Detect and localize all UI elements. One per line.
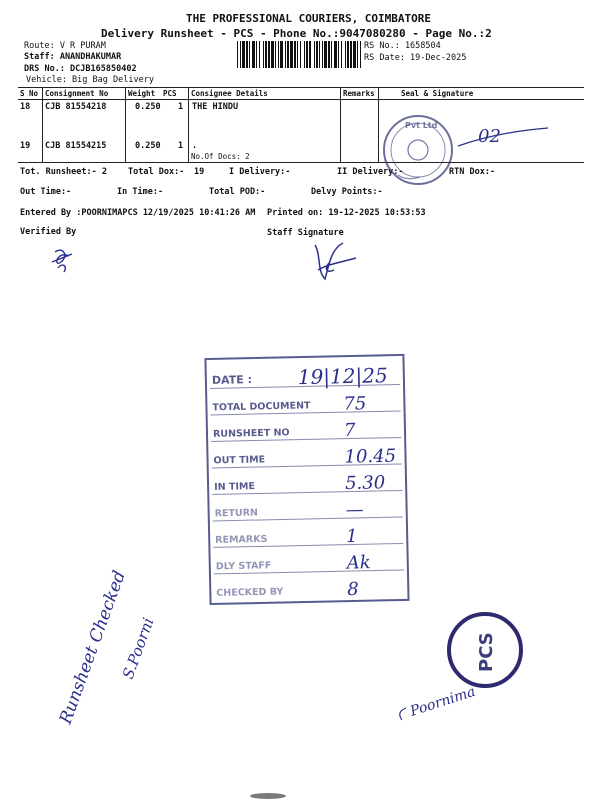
out-time: Out Time:- [20,187,72,197]
row-19-weight: 0.250 [135,141,161,151]
stamp-value: 5.30 [344,472,386,495]
route: Route: V R PURAM [24,41,106,51]
stamp-label: IN TIME [214,481,256,493]
stamp-label: REMARKS [215,533,268,546]
right-sign-flourish [400,708,406,720]
stamp-value: Ak [346,552,371,574]
stamp-label: RUNSHEET NO [212,427,290,440]
stamp-label: RETURN [214,507,259,520]
row-19-pcs: 1 [178,141,184,151]
i-delivery: I Delivery:- [229,167,291,177]
stamp-value: 75 [343,393,367,415]
seal-ring-text: Pvt Ltd [405,121,438,130]
row-19-docs: No.Of Docs: 2 [191,152,250,161]
stamp-label: DLY STAFF [215,560,272,573]
row-18-weight: 0.250 [135,102,161,112]
stamp-label: TOTAL DOCUMENT [212,400,311,414]
col-header-remarks: Remarks [343,89,375,98]
total-pod: Total POD:- [209,187,266,197]
stamp-label: OUT TIME [213,454,266,467]
handwriting-right-sign: Poornima [408,683,478,720]
row-18-consignment: CJB 81554218 [45,102,107,112]
company-seal [384,116,452,184]
col-header-seal: Seal & Signature [401,89,474,98]
handwriting-left-name: S.Poorni [118,615,158,682]
entered-by: Entered By :POORNIMAPCS 12/19/2025 10:41:26 AM [20,208,256,218]
total-dox-label: Total Dox:- [128,167,185,177]
staff-signature-mark [315,243,356,279]
rs-no: RS No.: 1658504 [364,41,441,51]
rtn-dox: RTN Dox:- [449,167,496,177]
signature-stroke [458,128,548,146]
stamp-value: 8 [347,578,359,601]
col-header-sno: S No [20,89,39,98]
row-19-sno: 19 [20,141,31,151]
pcs-badge-text: PCS [476,632,497,672]
staff-signature-label: Staff Signature [267,228,344,238]
handwriting-left-note: Runsheet Checked [55,568,130,727]
drs-no: DRS No.: DCJB165850402 [24,64,137,74]
staff: Staff: ANANDHAKUMAR [24,52,122,62]
stamp-value: 7 [343,419,356,442]
handwritten-02: 02 [478,126,501,147]
pcs-badge [449,614,521,686]
rs-date: RS Date: 19-Dec-2025 [364,53,467,63]
stamp-value: 10.45 [344,445,397,468]
col-header-pcs: PCS [163,89,177,98]
col-header-consignment: Consignment No [45,89,109,98]
delvy-points: Delvy Points:- [311,187,383,197]
in-time: In Time:- [117,187,164,197]
row-19-consignee: . [192,141,198,151]
ii-delivery: II Delivery:- [337,167,404,177]
scan-smudge [250,793,286,799]
verified-by: Verified By [20,227,77,237]
stamp-label: CHECKED BY [216,586,284,599]
row-18-pcs: 1 [178,102,184,112]
stamp-label: DATE : [211,373,253,387]
company-title: THE PROFESSIONAL COURIERS, COIMBATORE [186,12,432,25]
col-header-consignee: Consignee Details [191,89,268,98]
runsheet-subtitle: Delivery Runsheet - PCS - Phone No.:9047080280 - Page No.:2 [101,27,492,40]
row-18-consignee: THE HINDU [192,102,239,112]
row-18-sno: 18 [20,102,31,112]
stamp-value: — [345,499,364,521]
vehicle: Vehicle: Big Bag Delivery [26,75,154,85]
stamp-value: 19|12|25 [297,363,388,390]
verified-signature [52,250,72,272]
stamp-value: 1 [345,525,358,548]
row-19-consignment: CJB 81554215 [45,141,107,151]
tot-runsheet: Tot. Runsheet:- 2 [20,167,107,177]
printed-on: Printed on: 19-12-2025 10:53:53 [267,208,426,218]
stamp-box [205,355,408,604]
col-header-weight: Weight [128,89,156,98]
total-dox-value: 19 [194,167,205,177]
